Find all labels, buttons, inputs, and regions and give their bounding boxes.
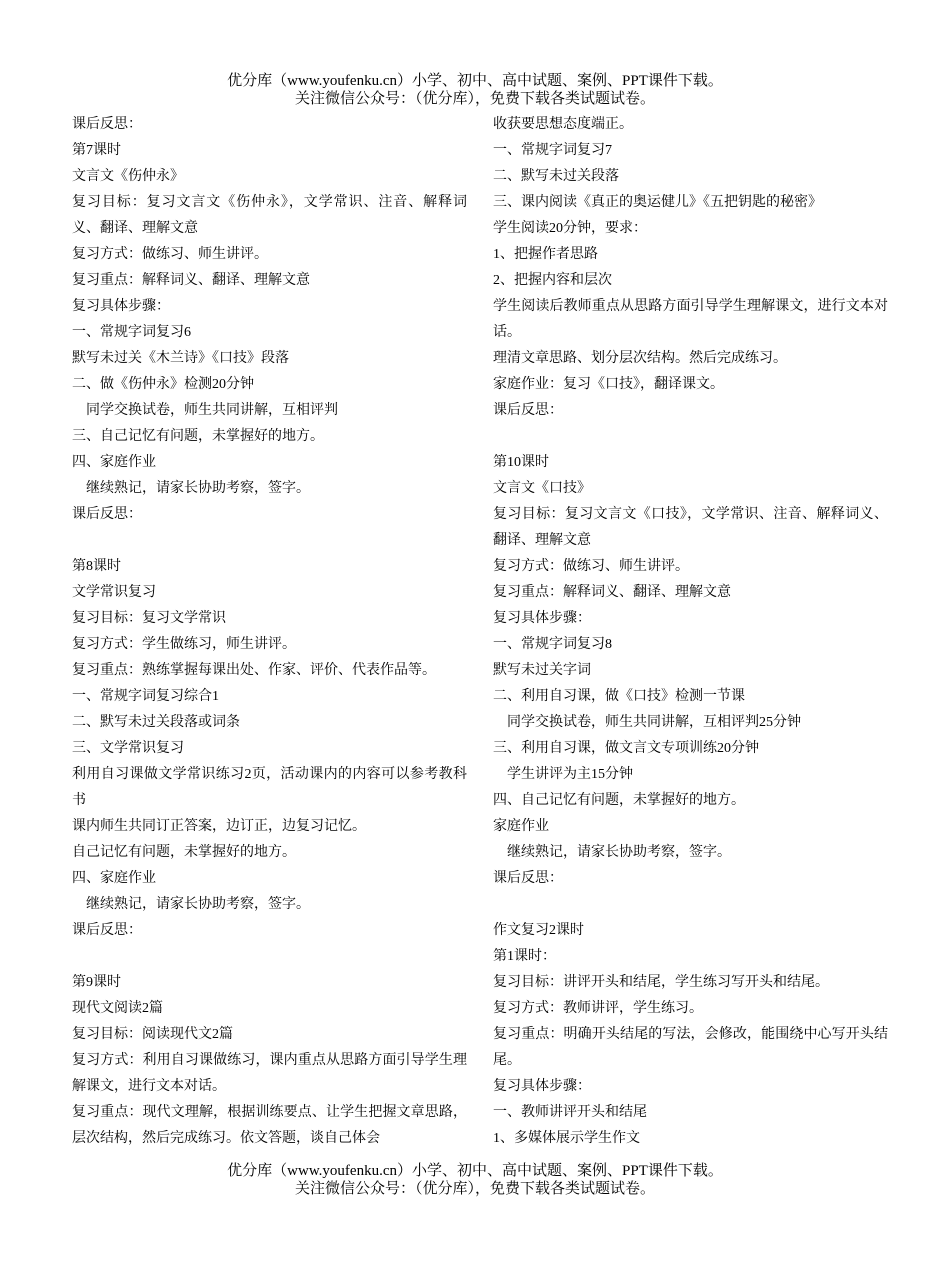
- text-line: 一、常规字词复习6: [72, 325, 191, 340]
- text-line: 复习具体步骤：: [72, 299, 170, 314]
- text-line: 四、家庭作业: [72, 455, 156, 470]
- text-line: 复习方式：利用自习课做练习，课内重点从思路方面引导学生理解课文，进行文本对话。: [72, 1053, 467, 1094]
- text-line: 课后反思：: [493, 871, 563, 886]
- text-line: [72, 944, 467, 970]
- text-line: 学生阅读后教师重点从思路方面引导学生理解课文，进行文本对话。: [493, 299, 888, 340]
- text-line: 一、常规字词复习7: [493, 143, 612, 158]
- left-column: [72, 112, 467, 1152]
- text-line: 课后反思：: [72, 117, 142, 132]
- text-line: 学生阅读20分钟，要求：: [493, 221, 647, 236]
- footer-line-1: 优分库（www.youfenku.cn）小学、初中、高中试题、案例、PPT课件下载。: [227, 1163, 723, 1179]
- text-line: 2、把握内容和层次: [493, 273, 612, 288]
- text-line: 二、默写未过关段落或词条: [72, 715, 240, 730]
- footer-line-2: 关注微信公众号：（优分库），免费下载各类试题试卷。: [294, 1181, 655, 1197]
- text-line: 一、教师讲评开头和结尾: [493, 1105, 647, 1120]
- text-line: 课后反思：: [72, 507, 142, 522]
- text-line: 文学常识复习: [72, 585, 156, 600]
- text-line: 复习方式：学生做练习，师生讲评。: [72, 637, 296, 652]
- text-line: 复习目标：复习文言文《口技》，文学常识、注音、解释词义、翻译、理解文意: [493, 507, 888, 548]
- text-line: 默写未过关《木兰诗》《口技》段落: [72, 351, 289, 366]
- text-line: 文言文《口技》: [493, 481, 591, 496]
- text-line: 复习目标：复习文言文《伤仲永》，文学常识、注音、解释词义、翻译、理解文意: [72, 195, 467, 236]
- text-line: 复习目标：复习文学常识: [72, 611, 226, 626]
- text-line: 第8课时: [72, 559, 121, 574]
- text-line: 复习方式：做练习、师生讲评。: [72, 247, 268, 262]
- text-line: 1、多媒体展示学生作文: [493, 1131, 640, 1146]
- text-line: 三、文学常识复习: [72, 741, 184, 756]
- header-line-1: 优分库（www.youfenku.cn）小学、初中、高中试题、案例、PPT课件下载。: [227, 73, 723, 89]
- text-line: 默写未过关字词: [493, 663, 591, 678]
- text-line: 三、课内阅读《真正的奥运健儿》《五把钥匙的秘密》: [493, 195, 822, 210]
- text-line: 课后反思：: [493, 403, 563, 418]
- text-line: 二、利用自习课，做《口技》检测一节课: [493, 689, 745, 704]
- text-line: 一、常规字词复习8: [493, 637, 612, 652]
- text-line: 一、常规字词复习综合1: [72, 689, 219, 704]
- text-line: 1、把握作者思路: [493, 247, 598, 262]
- text-line: 同学交换试卷，师生共同讲解，互相评判25分钟: [493, 715, 801, 730]
- text-line: 现代文阅读2篇: [72, 1001, 163, 1016]
- text-line: 复习具体步骤：: [493, 1079, 591, 1094]
- text-line: 学生讲评为主15分钟: [493, 767, 633, 782]
- text-line: 家庭作业: [493, 819, 549, 834]
- text-line: 复习方式：做练习、师生讲评。: [493, 559, 689, 574]
- right-column: [493, 112, 888, 1152]
- text-line: 四、自己记忆有问题，未掌握好的地方。: [493, 793, 745, 808]
- text-line: 二、默写未过关段落: [493, 169, 619, 184]
- text-line: 继续熟记，请家长协助考察，签字。: [72, 481, 310, 496]
- text-line: [493, 424, 888, 450]
- text-line: [72, 528, 467, 554]
- text-line: 复习方式：教师讲评，学生练习。: [493, 1001, 703, 1016]
- text-line: 复习具体步骤：: [493, 611, 591, 626]
- text-line: 二、做《伤仲永》检测20分钟: [72, 377, 254, 392]
- header-line-2: 关注微信公众号：（优分库），免费下载各类试题试卷。: [294, 91, 655, 107]
- text-line: 三、利用自习课，做文言文专项训练20分钟: [493, 741, 759, 756]
- text-line: 复习目标：阅读现代文2篇: [72, 1027, 233, 1042]
- text-line: 继续熟记，请家长协助考察，签字。: [72, 897, 310, 912]
- text-line: 四、家庭作业: [72, 871, 156, 886]
- text-line: 理清文章思路、划分层次结构。然后完成练习。: [493, 351, 787, 366]
- text-line: 作文复习2课时: [493, 923, 584, 938]
- text-line: 收获要思想态度端正。: [493, 117, 633, 132]
- text-line: 第7课时: [72, 143, 121, 158]
- text-line: 第10课时: [493, 455, 549, 470]
- page-header: [0, 72, 950, 108]
- text-line: 利用自习课做文学常识练习2页，活动课内的内容可以参考教科书: [72, 767, 467, 808]
- page-footer: [0, 1162, 950, 1198]
- text-line: 文言文《伤仲永》: [72, 169, 184, 184]
- text-line: 三、自己记忆有问题，未掌握好的地方。: [72, 429, 324, 444]
- text-line: 课后反思：: [72, 923, 142, 938]
- text-line: 课内师生共同订正答案，边订正，边复习记忆。: [72, 819, 366, 834]
- text-line: 自己记忆有问题，未掌握好的地方。: [72, 845, 296, 860]
- text-line: 继续熟记，请家长协助考察，签字。: [493, 845, 731, 860]
- text-line: 家庭作业：复习《口技》，翻译课文。: [493, 377, 724, 392]
- text-line: 第1课时：: [493, 949, 556, 964]
- text-line: 复习重点：明确开头结尾的写法，会修改，能围绕中心写开头结尾。: [493, 1027, 888, 1068]
- text-line: [493, 892, 888, 918]
- text-line: 第9课时: [72, 975, 121, 990]
- text-line: 复习重点：现代文理解，根据训练要点、让学生把握文章思路，层次结构，然后完成练习。依文答题，谈自己体会: [72, 1105, 467, 1146]
- text-line: 复习重点：解释词义、翻译、理解文意: [72, 273, 310, 288]
- text-line: 复习目标：讲评开头和结尾，学生练习写开头和结尾。: [493, 975, 829, 990]
- text-line: 复习重点：熟练掌握每课出处、作家、评价、代表作品等。: [72, 663, 436, 678]
- text-line: 同学交换试卷，师生共同讲解，互相评判: [72, 403, 338, 418]
- text-line: 复习重点：解释词义、翻译、理解文意: [493, 585, 731, 600]
